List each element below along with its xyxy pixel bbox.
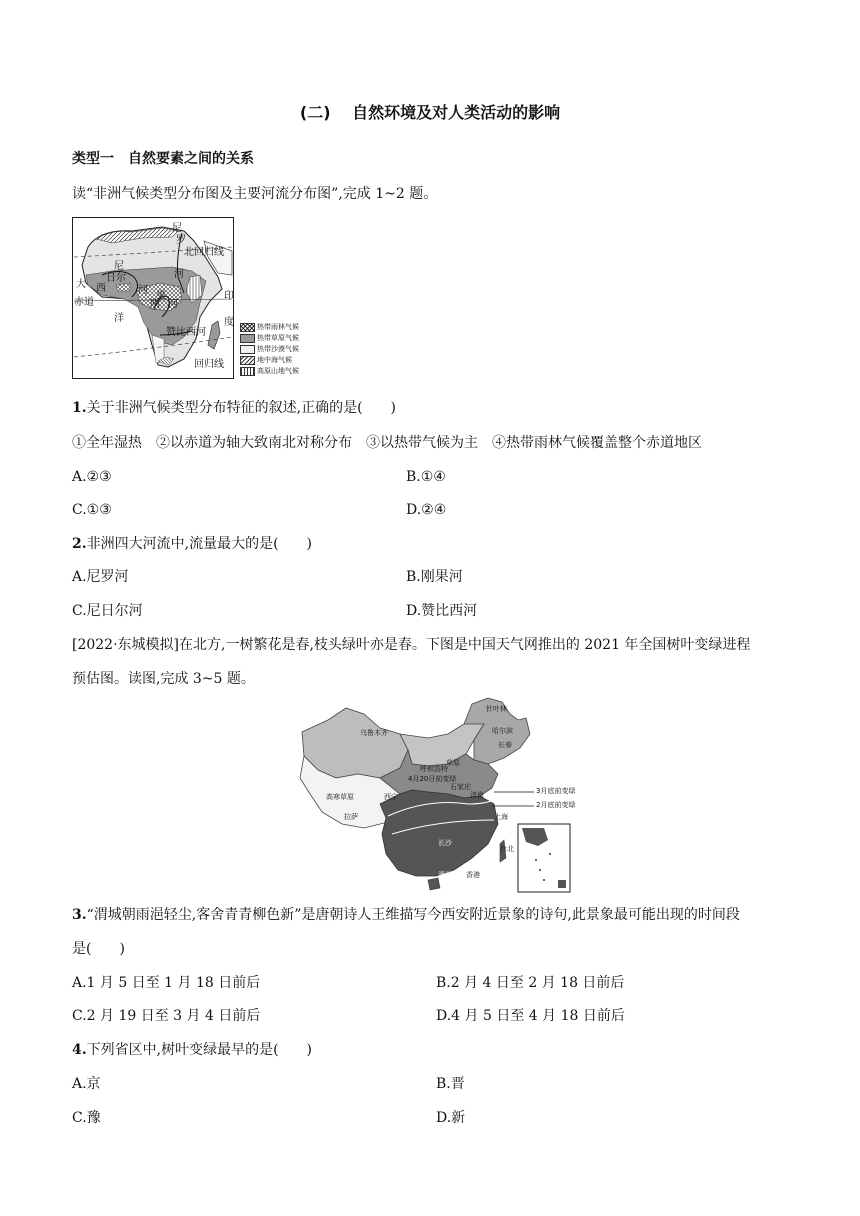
tropic-south-label: 回归线 [194, 359, 224, 370]
intro-text-1: 读“非洲气候类型分布图及主要河流分布图”,完成 1~2 题。 [72, 186, 438, 202]
option-a[interactable]: A.尼罗河 [72, 569, 129, 585]
legend-highland [240, 366, 299, 376]
question-3 [72, 905, 740, 925]
grassland-label: 草原 [446, 759, 460, 767]
intro-text-2-cont: 预估图。读图,完成 3~5 题。 [72, 671, 255, 687]
question-number: 4. [72, 1042, 87, 1058]
changsha-label: 长沙 [438, 839, 452, 847]
april20-label: 4月20日前变绿 [408, 775, 457, 783]
jinan-label: 济南 [470, 791, 484, 799]
legend-swatch [240, 345, 255, 354]
congo-label-2: 果 [156, 291, 166, 302]
legend-label: 热带雨林气候 [257, 323, 299, 331]
congo-label-3: 河 [168, 299, 178, 310]
atlantic-label-2: 西 [96, 283, 106, 294]
legend-swatch [240, 334, 255, 343]
niger-label-2: 日尔 [106, 273, 126, 284]
march-end-label: 3月底前变绿 [536, 787, 576, 795]
question-number: 2. [72, 536, 87, 552]
question-number: 1. [72, 400, 87, 416]
option-a[interactable]: A.京 [72, 1076, 101, 1092]
nile-label-3: 河 [174, 269, 184, 280]
zambezi-label: 赞比西河 [166, 327, 206, 338]
option-d[interactable]: D.4 月 5 日至 4 月 18 日前后 [436, 1008, 625, 1024]
question-1-items: ①全年湿热 ②以赤道为轴大致南北对称分布 ③以热带气候为主 ④热带雨林气候覆盖整个赤道地区 [72, 435, 702, 451]
africa-climate-map [72, 217, 234, 379]
option-b[interactable]: B.2 月 4 日至 2 月 18 日前后 [436, 975, 625, 991]
option-d[interactable]: D.②④ [406, 502, 447, 518]
china-leaf-green-map [288, 694, 576, 894]
option-c[interactable]: C.2 月 19 日至 3 月 4 日前后 [72, 1008, 261, 1024]
question-stem: “渭城朝雨浥轻尘,客舍青青柳色新”是唐朝诗人王维描写今西安附近景象的诗句,此景象最可能出现的时间段 [86, 907, 740, 923]
tropic-north-label: 北回归线 [184, 247, 224, 258]
niger-label-3: 河 [138, 285, 148, 296]
legend-label: 地中海气候 [257, 356, 292, 364]
option-b[interactable]: B.①④ [406, 469, 446, 485]
question-4 [72, 1040, 312, 1060]
question-stem: 下列省区中,树叶变绿最早的是( ) [86, 1042, 312, 1058]
macao-label: 澳门 [438, 871, 452, 879]
lhasa-label: 拉萨 [344, 813, 358, 821]
equator-label: 赤道 [74, 297, 94, 308]
indian-label-1: 印 [224, 291, 234, 302]
legend-rainforest [240, 322, 299, 332]
intro-text-2: [2022·东城模拟]在北方,一树繁花是春,枝头绿叶亦是春。下图是中国天气网推出的 2021 年全国树叶变绿进程 [72, 637, 751, 653]
legend-savanna [240, 333, 299, 343]
atlantic-label-1: 大 [76, 279, 86, 290]
atlantic-label-3: 洋 [114, 313, 124, 324]
nile-label-2: 罗 [176, 235, 186, 246]
option-d[interactable]: D.赞比西河 [406, 603, 478, 619]
legend-label: 高原山地气候 [257, 367, 299, 375]
option-c[interactable]: C.豫 [72, 1110, 101, 1126]
nile-label-1: 尼 [172, 223, 182, 234]
option-b[interactable]: B.晋 [436, 1076, 465, 1092]
legend-label: 热带草原气候 [257, 334, 299, 342]
legend-mediterranean [240, 355, 292, 365]
plateau-label: 高寒草原 [326, 793, 354, 801]
legend-swatch [240, 323, 255, 332]
page-title: (二) 自然环境及对人类活动的影响 [299, 103, 561, 122]
legend-label: 热带沙漠气候 [257, 345, 299, 353]
harbin-label: 哈尔滨 [492, 727, 513, 735]
option-d[interactable]: D.新 [436, 1110, 466, 1126]
niger-label-1: 尼 [114, 261, 124, 272]
feb-end-label: 2月底前变绿 [536, 801, 576, 809]
section-heading: 类型一 自然要素之间的关系 [72, 151, 254, 167]
shanghai-label: 上海 [494, 813, 508, 821]
conifer-label: 针叶林 [486, 705, 507, 713]
urumqi-label: 乌鲁木齐 [360, 729, 388, 737]
congo-label-1: 刚 [150, 299, 160, 310]
indian-label-2: 度 [224, 317, 234, 328]
option-a[interactable]: A.1 月 5 日至 1 月 18 日前后 [72, 975, 261, 991]
question-1 [72, 398, 396, 418]
taibei-label: 台北 [500, 845, 514, 853]
question-stem: 关于非洲气候类型分布特征的叙述,正确的是( ) [86, 400, 396, 416]
legend-desert [240, 344, 299, 354]
question-stem: 非洲四大河流中,流量最大的是( ) [86, 536, 312, 552]
question-number: 3. [72, 907, 87, 923]
xining-label: 西宁 [384, 793, 398, 801]
option-a[interactable]: A.②③ [72, 469, 112, 485]
question-2 [72, 534, 312, 554]
option-c[interactable]: C.尼日尔河 [72, 603, 143, 619]
changchun-label: 长春 [498, 741, 512, 749]
option-b[interactable]: B.刚果河 [406, 569, 463, 585]
option-c[interactable]: C.①③ [72, 502, 112, 518]
shijiazhuang-label: 石家庄 [450, 783, 471, 791]
hongkong-label: 香港 [466, 871, 480, 879]
question-3-cont: 是( ) [72, 941, 125, 957]
legend-swatch [240, 356, 255, 365]
legend-swatch [240, 367, 255, 376]
hohhot-label: 呼和浩特 [420, 765, 448, 773]
